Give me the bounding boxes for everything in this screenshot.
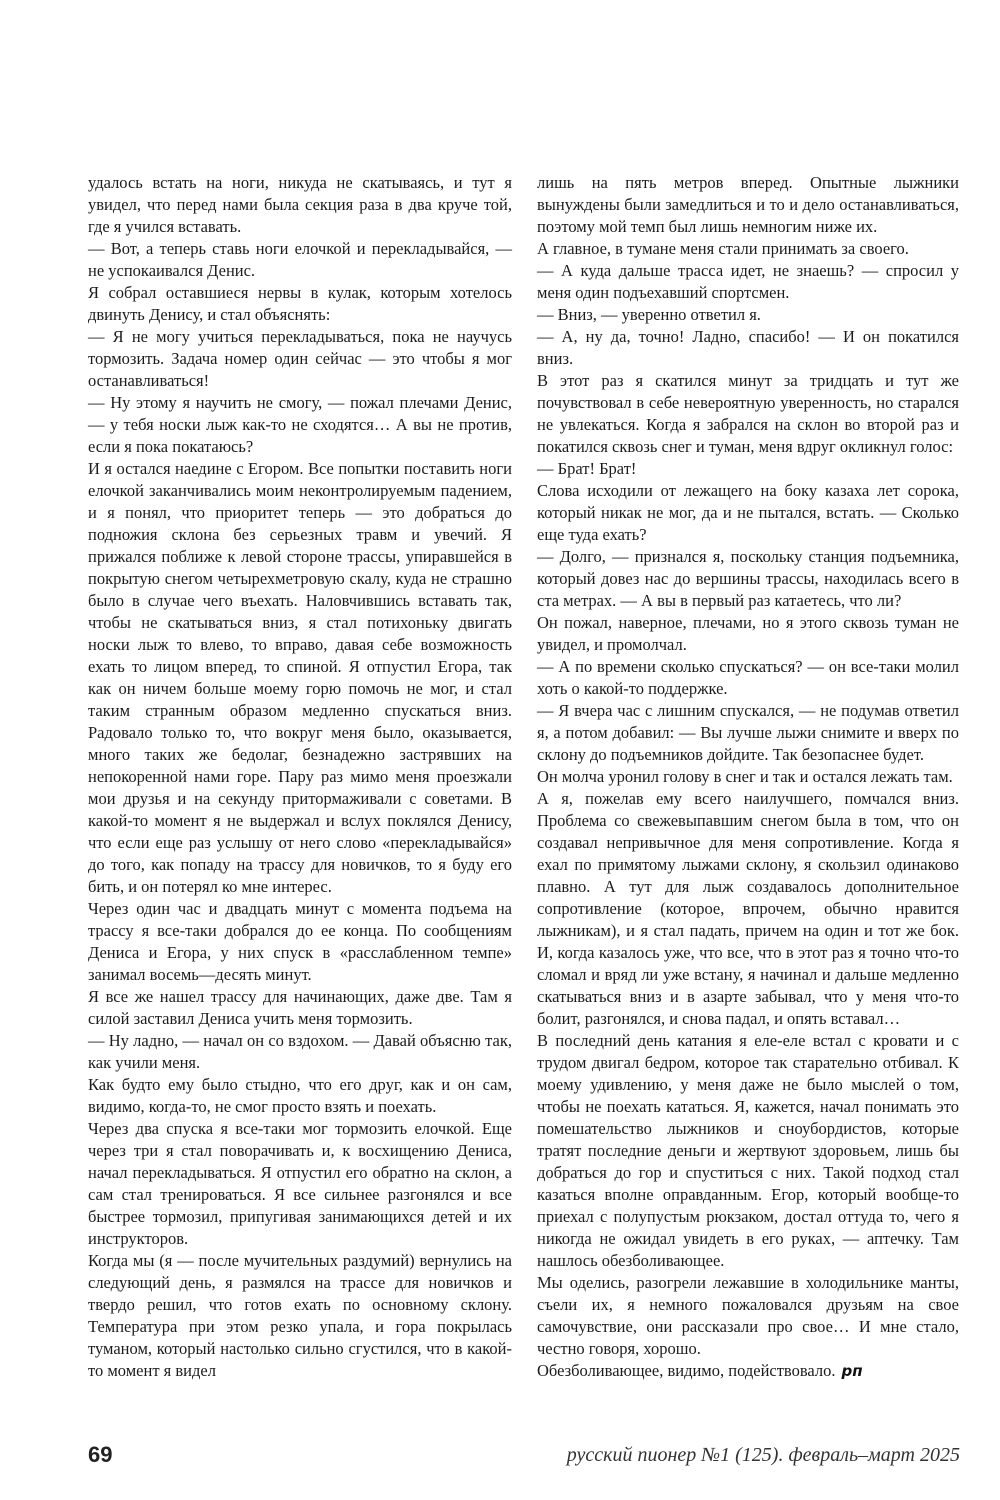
paragraph: В последний день катания я еле-еле встал с кровати и с трудом двигал бедром, которое так старательно отбивал. К моему удивлению, у меня даже не было мыслей о том, чтобы не поехать кататься. Я, кажется, начал понимать это помешательство лыжников и сноубордистов, которые тратят последние деньги и жертвуют здоровьем, лишь бы добраться до гор и спуститься с них. Такой подход стал казаться вполне оправданным. Егор, который вообще-то приехал с полупустым рюкзаком, достал оттуда то, чего я никогда не ожидал увидеть в его руках, — аптечку. Там нашлось обезболивающее. [537, 1031, 959, 1270]
paragraph: — Брат! Брат! [537, 459, 637, 478]
paragraph: Слова исходили от лежащего на боку казаха лет сорока, который никак не мог, да и не пытался, встать. — Сколько еще туда ехать? [537, 481, 959, 544]
final-sentence: Обезболивающее, видимо, подействовало. [537, 1361, 836, 1380]
paragraph: Когда мы (я — после мучительных раздумий) вернулись на следующий день, я размялся на трассе для новичков и твердо решил, что готов ехать по основному склону. Температура при этом резко упала, и гора покрылась туманом, который настолько сильно сгустился, что в какой-то момент я видел [88, 1251, 512, 1380]
paragraph: — Ну ладно, — начал он со вздохом. — Давай объясню так, как учили меня. [88, 1031, 512, 1072]
paragraph: Он молча уронил голову в снег и так и остался лежать там. [537, 767, 953, 786]
paragraph: — Ну этому я научить не смогу, — пожал плечами Денис, — у тебя носки лыж как-то не сходятся… А вы не против, если я пока покатаюсь? [88, 393, 512, 456]
paragraph: В этот раз я скатился минут за тридцать и тут же почувствовал в себе невероятную уверенность, но старался не увлекаться. Когда я забрался на склон во второй раз и покатился сквозь снег и туман, меня вдруг окликнул голос: [537, 371, 959, 456]
paragraph: лишь на пять метров вперед. Опытные лыжники вынуждены были замедлиться и то и дело останавливаться, поэтому мой темп был лишь немногим ниже их. [537, 173, 959, 236]
paragraph: А я, пожелав ему всего наилучшего, помчался вниз. Проблема со свежевыпавшим снегом была в том, что он создавал непривычное для меня сопротивление. Когда я ехал по примятому лыжами склону, я скользил одинаково плавно. А тут для лыж создавалось дополнительное сопротивление (которое, впрочем, обычно нравится лыжникам), и я стал падать, причем на один и тот же бок. И, когда казалось уже, что все, что в этот раз я точно что-то сломал и вряд ли уже встану, я начинал и дальше медленно скатываться вниз и в азарте забывал, что у меня что-то болит, разгонялся, и снова падал, и опять вставал… [537, 789, 959, 1028]
paragraph: Как будто ему было стыдно, что его друг, как и он сам, видимо, когда-то, не смог просто взять и поехать. [88, 1075, 512, 1116]
paragraph: — Вот, а теперь ставь ноги елочкой и перекладывайся, — не успокаивался Денис. [88, 239, 512, 280]
paragraph: Он пожал, наверное, плечами, но я этого сквозь туман не увидел, и промолчал. [537, 613, 959, 654]
end-mark-logo: рп [841, 1362, 863, 1380]
paragraph: — А по времени сколько спускаться? — он все-таки молил хоть о какой-то поддержке. [537, 657, 959, 698]
paragraph: Я собрал оставшиеся нервы в кулак, которым хотелось двинуть Денису, и стал объяснять: [88, 283, 512, 324]
paragraph: — А куда дальше трасса идет, не знаешь? — спросил у меня один подъехавший спортсмен. [537, 261, 959, 302]
right-text-column [537, 172, 959, 1382]
final-paragraph [537, 1360, 959, 1382]
paragraph: — Вниз, — уверенно ответил я. [537, 305, 761, 324]
left-text-column [88, 172, 512, 1382]
paragraph: Через два спуска я все-таки мог тормозить елочкой. Еще через три я стал поворачивать и, к восхищению Дениса, начал перекладываться. Я отпустил его обратно на склон, а сам стал тренироваться. Я все сильнее разгонялся и все быстрее тормозил, припугивая занимающихся детей и их инструкторов. [88, 1119, 512, 1248]
paragraph: Мы оделись, разогрели лежавшие в холодильнике манты, съели их, я немного пожаловался друзьям на свое самочувствие, они рассказали про свое… И мне стало, честно говоря, хорошо. [537, 1273, 959, 1358]
paragraph: И я остался наедине с Егором. Все попытки поставить ноги елочкой заканчивались моим неконтролируемым падением, и я понял, что приоритет теперь — это добраться до подножия склона без серьезных травм и увечий. Я прижался поближе к левой стороне трассы, упиравшейся в покрытую снегом четырехметровую скалу, куда не страшно было в случае чего въехать. Наловчившись вставать так, чтобы не скатываться вниз, я стал потихоньку двигать носки лыж то влево, то вправо, давая себе возможность ехать то лицом вперед, то спиной. Я отпустил Егора, так как он ничем больше моему горю помочь не мог, и стал таким странным образом медленно спускаться вниз. Радовало только то, что вокруг меня было, оказывается, много таких же бедолаг, безнадежно застрявших на непокоренной нами горе. Пару раз мимо меня проезжали мои друзья и на секунду притормаживали с советами. В какой-то момент я не выдержал и вслух поклялся Денису, что если еще раз услышу от него слово «перекладывайся» до того, как попаду на трассу для новичков, то я буду его бить, и он потерял ко мне интерес. [88, 459, 512, 896]
paragraph: А главное, в тумане меня стали принимать за своего. [537, 239, 909, 258]
page-number: 69 [88, 1442, 113, 1467]
magazine-issue-footer: русский пионер №1 (125). февраль–март 2025 [566, 1444, 960, 1466]
paragraph: Через один час и двадцать минут с момента подъема на трассу я все-таки добрался до ее конца. По сообщениям Дениса и Егора, у них спуск в «расслабленном темпе» занимал восемь—десять минут. [88, 899, 512, 984]
paragraph: — Я не могу учиться перекладываться, пока не научусь тормозить. Задача номер один сейчас — это чтобы я мог останавливаться! [88, 327, 512, 390]
paragraph: — Долго, — признался я, поскольку станция подъемника, который довез нас до вершины трассы, находилась всего в ста метрах. — А вы в первый раз катаетесь, что ли? [537, 547, 959, 610]
paragraph: Я все же нашел трассу для начинающих, даже две. Там я силой заставил Дениса учить меня тормозить. [88, 987, 512, 1028]
paragraph: — Я вчера час с лишним спускался, — не подумав ответил я, а потом добавил: — Вы лучше лыжи снимите и вверх по склону до подъемников дойдите. Так безопаснее будет. [537, 701, 959, 764]
paragraph: удалось встать на ноги, никуда не скатываясь, и тут я увидел, что перед нами была секция раза в два круче той, где я учился вставать. [88, 173, 512, 236]
paragraph: — А, ну да, точно! Ладно, спасибо! — И он покатился вниз. [537, 327, 959, 368]
